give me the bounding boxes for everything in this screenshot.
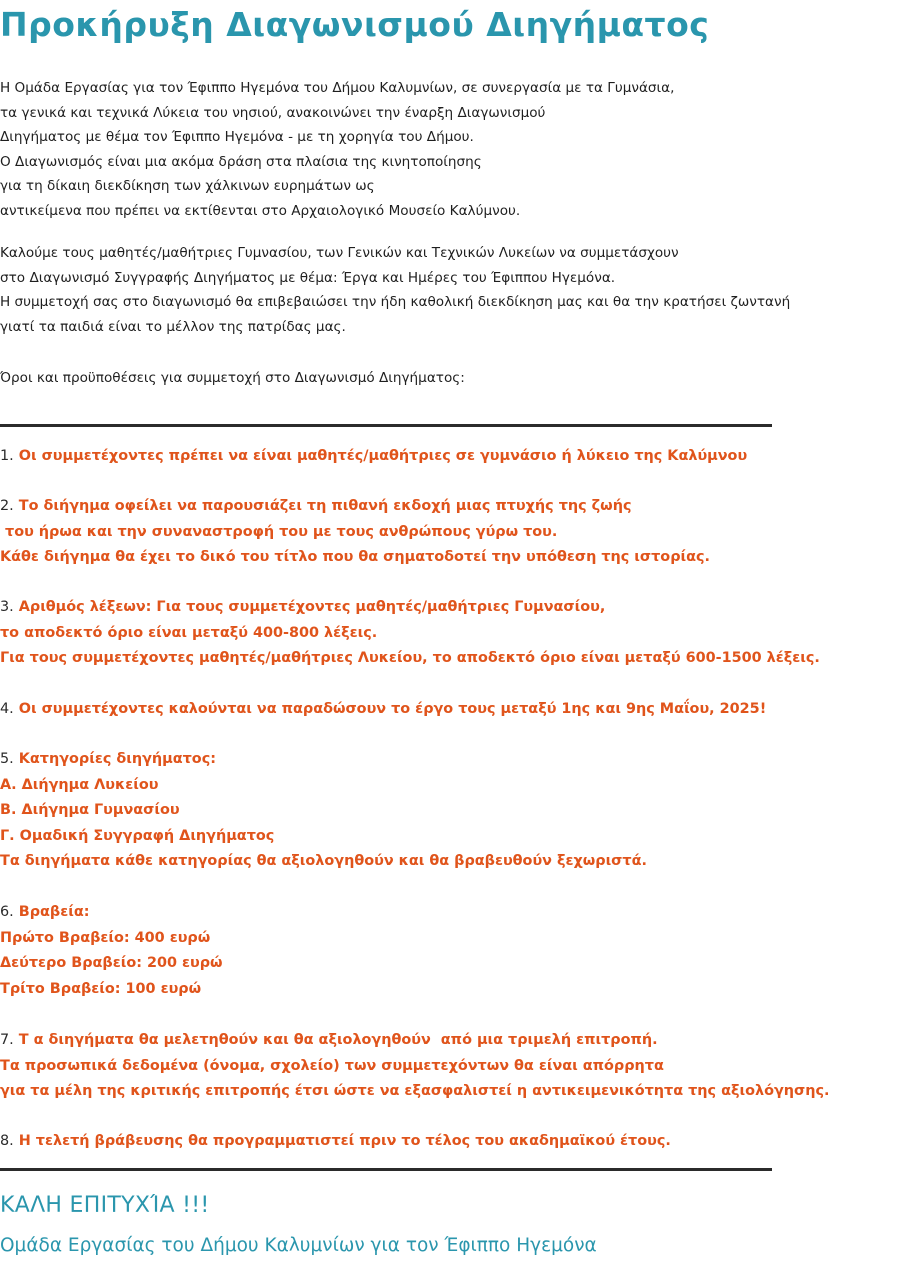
term-line: Δεύτερο Βραβείο: 200 ευρώ (0, 955, 223, 971)
term-number: 2. (0, 498, 14, 514)
term-text: Κατηγορίες διηγήματος: (18, 751, 216, 767)
term-line: Γ. Ομαδική Συγγραφή Διηγήματος (0, 827, 275, 844)
terms-heading-text: Όροι και προϋποθέσεις για συμμετοχή στο Διαγωνισμό Διηγήματος: (0, 370, 465, 386)
term-text: Τ α διηγήματα θα μελετηθούν και θα αξιολογηθούν από μια τριμελή επιτροπή. (18, 1032, 658, 1048)
term-number: 4. (0, 701, 14, 717)
intro-line: Καλούμε τους μαθητές/μαθήτριες Γυμνασίου, των Γενικών και Τεχνικών Λυκείων να συμμετάσχουν (0, 245, 679, 261)
term-line: Τα διηγήματα κάθε κατηγορίας θα αξιολογηθούν και θα βραβευθούν ξεχωριστά. (0, 853, 647, 869)
term-text: Οι συμμετέχοντες καλούνται να παραδώσουν το έργο τους μεταξύ 1ης και 9ης Μαΐου, 2025! (18, 701, 767, 717)
term-number: 1. (0, 448, 14, 464)
divider-bottom (0, 1168, 772, 1171)
term-item-3 (0, 595, 820, 672)
term-text: Βραβεία: (18, 904, 90, 920)
term-line: Τα προσωπικά δεδομένα (όνομα, σχολείο) των συμμετεχόντων θα είναι απόρρητα (0, 1057, 664, 1074)
term-item-2 (0, 494, 710, 571)
intro-paragraph-2 (0, 241, 790, 339)
term-line: του ήρωα και την συναναστροφή του με τους ανθρώπους γύρω του. (0, 523, 558, 540)
term-line: για τα μέλη της κριτικής επιτροπής έτσι ώστε να εξασφαλιστεί η αντικειμενικότητα της αξιολόγησης. (0, 1083, 830, 1099)
term-line (0, 1129, 671, 1155)
term-text: Αριθμός λέξεων: Για τους συμμετέχοντες μαθητές/μαθήτριες Γυμνασίου, (18, 599, 606, 615)
signature-text: Ομάδα Εργασίας του Δήμου Καλυμνίων για τον Έφιππο Ηγεμόνα (0, 1235, 597, 1256)
term-item-1 (0, 444, 747, 470)
term-item-6 (0, 900, 223, 1002)
term-item-5 (0, 747, 647, 875)
intro-paragraph-1 (0, 76, 674, 223)
term-item-4 (0, 697, 766, 723)
page-title: Προκήρυξη Διαγωνισμού Διηγήματος (0, 5, 710, 44)
term-line: Για τους συμμετέχοντες μαθητές/μαθήτριες Λυκείου, το αποδεκτό όριο είναι μεταξύ 600-1500 λέξεις. (0, 650, 820, 666)
term-number: 7. (0, 1032, 14, 1048)
term-item-7 (0, 1028, 829, 1105)
intro-line: αντικείμενα που πρέπει να εκτίθενται στο Αρχαιολογικό Μουσείο Καλύμνου. (0, 202, 521, 219)
term-number: 6. (0, 904, 14, 920)
term-line: το αποδεκτό όριο είναι μεταξύ 400-800 λέξεις. (0, 624, 378, 641)
term-text: Η τελετή βράβευσης θα προγραμματιστεί πριν το τέλος του ακαδημαϊκού έτους. (18, 1133, 671, 1149)
term-line: Κάθε διήγημα θα έχει το δικό του τίτλο που θα σηματοδοτεί την υπόθεση της ιστορίας. (0, 549, 710, 565)
intro-line: τα γενικά και τεχνικά Λύκεια του νησιού, ανακοινώνει την έναρξη Διαγωνισμού (0, 104, 546, 121)
term-line (0, 444, 747, 470)
intro-line: Η συμμετοχή σας στο διαγωνισμό θα επιβεβαιώσει την ήδη καθολική διεκδίκηση μας και θα την κρατήσει ζωντανή (0, 294, 791, 310)
term-line (0, 494, 710, 520)
intro-line: Διηγήματος με θέμα τον Έφιππο Ηγεμόνα - με τη χορηγία του Δήμου. (0, 129, 474, 145)
term-line: Β. Διήγημα Γυμνασίου (0, 802, 180, 818)
terms-heading (0, 366, 465, 391)
intro-line: στο Διαγωνισμό Συγγραφής Διηγήματος με θέμα: Έργα και Ημέρες του Έφιππου Ηγεμόνα. (0, 269, 616, 286)
term-line (0, 747, 647, 773)
term-number: 8. (0, 1133, 14, 1149)
term-text: Το διήγημα οφείλει να παρουσιάζει τη πιθανή εκδοχή μιας πτυχής της ζωής (18, 498, 632, 514)
intro-line: γιατί τα παιδιά είναι το μέλλον της πατρίδας μας. (0, 318, 346, 335)
term-line (0, 595, 820, 621)
term-number: 3. (0, 599, 14, 615)
term-line: Τρίτο Βραβείο: 100 ευρώ (0, 980, 202, 997)
intro-line: Ο Διαγωνισμός είναι μια ακόμα δράση στα πλαίσια της κινητοποίησης (0, 153, 482, 170)
term-line (0, 697, 766, 723)
intro-line: Η Ομάδα Εργασίας για τον Έφιππο Ηγεμόνα του Δήμου Καλυμνίων, σε συνεργασία με τα Γυμνάσια, (0, 80, 675, 96)
term-line (0, 1028, 829, 1054)
term-number: 5. (0, 751, 14, 767)
term-line (0, 900, 223, 926)
term-line: Πρώτο Βραβείο: 400 ευρώ (0, 929, 211, 946)
good-luck-text: ΚΑΛΗ ΕΠΙΤΥΧΊΑ !!! (0, 1193, 210, 1218)
term-text: Οι συμμετέχοντες πρέπει να είναι μαθητές/μαθήτριες σε γυμνάσιο ή λύκειο της Καλύμνου (18, 448, 748, 464)
term-item-8 (0, 1129, 671, 1155)
intro-line: για τη δίκαιη διεκδίκηση των χάλκινων ευρημάτων ως (0, 178, 375, 194)
term-line: Α. Διήγημα Λυκείου (0, 776, 159, 793)
divider-top (0, 424, 772, 427)
